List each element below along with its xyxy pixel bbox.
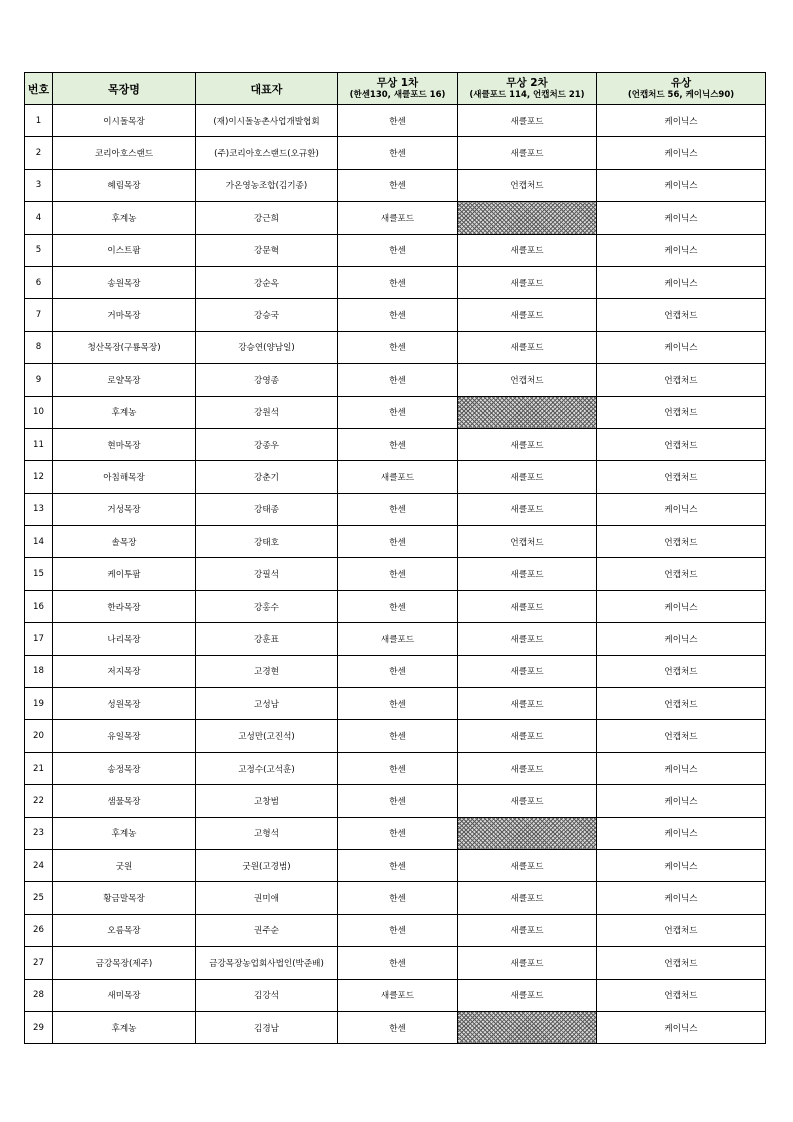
- cell-no: 24: [25, 849, 53, 881]
- cell-free-round-1: 한센: [338, 947, 458, 979]
- cell-paid: 케이닉스: [597, 234, 766, 266]
- cell-paid: 언캡처드: [597, 299, 766, 331]
- cell-no: 13: [25, 493, 53, 525]
- cell-free-round-2: 새클포드: [458, 590, 597, 622]
- cell-no: 4: [25, 202, 53, 234]
- table-row: [25, 428, 766, 460]
- header-representative: 대표자: [196, 73, 338, 105]
- cell-no: 11: [25, 428, 53, 460]
- header-paid-title: 유상: [670, 76, 692, 89]
- cell-free-round-2: 새클포드: [458, 849, 597, 881]
- cell-free-round-2: 새클포드: [458, 655, 597, 687]
- cell-no: 18: [25, 655, 53, 687]
- table-row: [25, 655, 766, 687]
- cell-free-round-1: 한센: [338, 331, 458, 363]
- cell-paid: 케이닉스: [597, 817, 766, 849]
- cell-free-round-1: 한센: [338, 137, 458, 169]
- cell-representative: 강근희: [196, 202, 338, 234]
- cell-no: 8: [25, 331, 53, 363]
- cell-farm-name: 새미목장: [53, 979, 196, 1011]
- table-row: [25, 947, 766, 979]
- cell-paid: 케이닉스: [597, 849, 766, 881]
- cell-free-round-1: 한센: [338, 364, 458, 396]
- cell-representative: 강승국: [196, 299, 338, 331]
- table-row: [25, 202, 766, 234]
- cell-no: 29: [25, 1011, 53, 1043]
- cell-representative: 고경현: [196, 655, 338, 687]
- cell-representative: 강훈표: [196, 623, 338, 655]
- cell-free-round-1: 한센: [338, 688, 458, 720]
- cell-paid: 케이닉스: [597, 105, 766, 137]
- header-free-round-2-title: 무상 2차: [506, 76, 548, 89]
- cell-representative: 가온영농조합(김기종): [196, 169, 338, 201]
- cell-free-round-1: 새클포드: [338, 623, 458, 655]
- cell-representative: 강영종: [196, 364, 338, 396]
- cell-no: 2: [25, 137, 53, 169]
- table-row: [25, 105, 766, 137]
- cell-free-round-2-hatched: [458, 817, 597, 849]
- header-free-round-2: [458, 73, 597, 105]
- table-row: [25, 396, 766, 428]
- cell-paid: 언캡처드: [597, 914, 766, 946]
- table-row: [25, 817, 766, 849]
- cell-representative: 강문혁: [196, 234, 338, 266]
- cell-no: 15: [25, 558, 53, 590]
- cell-farm-name: 케이투팜: [53, 558, 196, 590]
- cell-free-round-1: 한센: [338, 914, 458, 946]
- cell-representative: 고형석: [196, 817, 338, 849]
- cell-representative: 강종우: [196, 428, 338, 460]
- cell-farm-name: 후계농: [53, 396, 196, 428]
- cell-farm-name: 솔목장: [53, 526, 196, 558]
- cell-free-round-1: 한센: [338, 655, 458, 687]
- cell-paid: 언캡처드: [597, 655, 766, 687]
- cell-free-round-2-hatched: [458, 202, 597, 234]
- cell-paid: 케이닉스: [597, 266, 766, 298]
- cell-no: 25: [25, 882, 53, 914]
- table-row: [25, 558, 766, 590]
- header-free-round-1-title: 무상 1차: [376, 76, 419, 89]
- cell-no: 27: [25, 947, 53, 979]
- cell-free-round-1: 한센: [338, 720, 458, 752]
- cell-free-round-2-hatched: [458, 1011, 597, 1043]
- cell-free-round-2: 새클포드: [458, 785, 597, 817]
- cell-paid: 케이닉스: [597, 331, 766, 363]
- cell-representative: 강필석: [196, 558, 338, 590]
- table-row: [25, 137, 766, 169]
- cell-free-round-2: 새클포드: [458, 428, 597, 460]
- cell-free-round-1: 새클포드: [338, 979, 458, 1011]
- cell-no: 12: [25, 461, 53, 493]
- cell-free-round-2: 새클포드: [458, 331, 597, 363]
- table-row: [25, 234, 766, 266]
- cell-farm-name: 이시돌목장: [53, 105, 196, 137]
- cell-paid: 언캡처드: [597, 526, 766, 558]
- header-farm-name: 목장명: [53, 73, 196, 105]
- cell-paid: 케이닉스: [597, 1011, 766, 1043]
- cell-no: 9: [25, 364, 53, 396]
- table-row: [25, 914, 766, 946]
- cell-no: 6: [25, 266, 53, 298]
- cell-representative: (재)이시돌농촌사업개발협회: [196, 105, 338, 137]
- cell-representative: (주)코리아호스랜드(오규환): [196, 137, 338, 169]
- cell-representative: 고성만(고진석): [196, 720, 338, 752]
- cell-no: 10: [25, 396, 53, 428]
- cell-no: 7: [25, 299, 53, 331]
- cell-farm-name: 후계농: [53, 817, 196, 849]
- cell-farm-name: 샘물목장: [53, 785, 196, 817]
- table-row: [25, 1011, 766, 1043]
- cell-farm-name: 성원목장: [53, 688, 196, 720]
- cell-free-round-1: 한센: [338, 590, 458, 622]
- cell-paid: 케이닉스: [597, 590, 766, 622]
- cell-farm-name: 이스트팜: [53, 234, 196, 266]
- cell-no: 19: [25, 688, 53, 720]
- cell-representative: 고창범: [196, 785, 338, 817]
- cell-farm-name: 청산목장(구룡목장): [53, 331, 196, 363]
- table-row: [25, 623, 766, 655]
- cell-free-round-1: 한센: [338, 526, 458, 558]
- cell-representative: 강순옥: [196, 266, 338, 298]
- cell-free-round-2: 언캡처드: [458, 169, 597, 201]
- table-row: [25, 331, 766, 363]
- cell-free-round-2: 새클포드: [458, 299, 597, 331]
- cell-farm-name: 거마목장: [53, 299, 196, 331]
- cell-no: 28: [25, 979, 53, 1011]
- header-paid: [597, 73, 766, 105]
- cell-representative: 권미애: [196, 882, 338, 914]
- cell-farm-name: 송원목장: [53, 266, 196, 298]
- cell-farm-name: 현마목장: [53, 428, 196, 460]
- cell-no: 5: [25, 234, 53, 266]
- header-no: 번호: [25, 73, 53, 105]
- table-row: [25, 979, 766, 1011]
- cell-farm-name: 혜림목장: [53, 169, 196, 201]
- cell-farm-name: 아침해목장: [53, 461, 196, 493]
- cell-representative: 고성남: [196, 688, 338, 720]
- cell-paid: 케이닉스: [597, 137, 766, 169]
- cell-no: 21: [25, 752, 53, 784]
- cell-free-round-2: 새클포드: [458, 105, 597, 137]
- cell-no: 20: [25, 720, 53, 752]
- table-row: [25, 590, 766, 622]
- cell-paid: 케이닉스: [597, 752, 766, 784]
- cell-free-round-2: 새클포드: [458, 558, 597, 590]
- cell-representative: 강원석: [196, 396, 338, 428]
- cell-farm-name: 굿원: [53, 849, 196, 881]
- cell-free-round-1: 한센: [338, 849, 458, 881]
- table-row: [25, 266, 766, 298]
- cell-representative: 고정수(고석훈): [196, 752, 338, 784]
- cell-representative: 강홍수: [196, 590, 338, 622]
- cell-free-round-2: 새클포드: [458, 947, 597, 979]
- table-row: [25, 882, 766, 914]
- cell-free-round-2: 새클포드: [458, 914, 597, 946]
- cell-no: 17: [25, 623, 53, 655]
- cell-no: 23: [25, 817, 53, 849]
- cell-farm-name: 금강목장(제주): [53, 947, 196, 979]
- cell-paid: 언캡처드: [597, 558, 766, 590]
- cell-farm-name: 송정목장: [53, 752, 196, 784]
- header-free-round-1: [338, 73, 458, 105]
- cell-farm-name: 오름목장: [53, 914, 196, 946]
- table-body: [25, 105, 766, 1044]
- cell-representative: 김경남: [196, 1011, 338, 1043]
- cell-no: 26: [25, 914, 53, 946]
- table-row: [25, 752, 766, 784]
- cell-free-round-1: 한센: [338, 234, 458, 266]
- cell-paid: 케이닉스: [597, 169, 766, 201]
- cell-paid: 언캡처드: [597, 396, 766, 428]
- cell-farm-name: 코리아호스랜드: [53, 137, 196, 169]
- cell-free-round-2: 새클포드: [458, 720, 597, 752]
- cell-representative: 금강목장농업회사법인(박준배): [196, 947, 338, 979]
- allocation-table: [24, 72, 766, 1044]
- cell-free-round-2-hatched: [458, 396, 597, 428]
- cell-paid: 언캡처드: [597, 364, 766, 396]
- table-row: [25, 364, 766, 396]
- cell-free-round-2: 새클포드: [458, 493, 597, 525]
- cell-farm-name: 나리목장: [53, 623, 196, 655]
- cell-paid: 케이닉스: [597, 882, 766, 914]
- table-row: [25, 720, 766, 752]
- cell-no: 3: [25, 169, 53, 201]
- cell-free-round-2: 새클포드: [458, 979, 597, 1011]
- cell-free-round-1: 한센: [338, 105, 458, 137]
- cell-paid: 언캡처드: [597, 461, 766, 493]
- header-free-round-2-detail: (새클포드 114, 언캡처드 21): [469, 89, 585, 100]
- table-row: [25, 169, 766, 201]
- cell-representative: 굿원(고경범): [196, 849, 338, 881]
- cell-free-round-1: 한센: [338, 752, 458, 784]
- cell-free-round-1: 한센: [338, 493, 458, 525]
- cell-free-round-2: 새클포드: [458, 623, 597, 655]
- cell-no: 1: [25, 105, 53, 137]
- cell-free-round-2: 새클포드: [458, 882, 597, 914]
- cell-paid: 언캡처드: [597, 688, 766, 720]
- cell-no: 22: [25, 785, 53, 817]
- cell-free-round-1: 한센: [338, 785, 458, 817]
- cell-paid: 언캡처드: [597, 428, 766, 460]
- cell-paid: 케이닉스: [597, 785, 766, 817]
- cell-free-round-2: 새클포드: [458, 137, 597, 169]
- cell-free-round-2: 언캡처드: [458, 526, 597, 558]
- cell-free-round-1: 한센: [338, 428, 458, 460]
- cell-free-round-1: 한센: [338, 817, 458, 849]
- cell-no: 14: [25, 526, 53, 558]
- cell-free-round-1: 한센: [338, 169, 458, 201]
- table-row: [25, 785, 766, 817]
- cell-free-round-1: 한센: [338, 1011, 458, 1043]
- cell-farm-name: 후계농: [53, 202, 196, 234]
- cell-farm-name: 한라목장: [53, 590, 196, 622]
- cell-free-round-2: 새클포드: [458, 688, 597, 720]
- table-row: [25, 493, 766, 525]
- header-free-round-1-detail: (한센130, 새클포드 16): [349, 89, 446, 100]
- cell-paid: 케이닉스: [597, 202, 766, 234]
- cell-representative: 김강석: [196, 979, 338, 1011]
- cell-representative: 권주순: [196, 914, 338, 946]
- cell-free-round-1: 새클포드: [338, 202, 458, 234]
- table-row: [25, 849, 766, 881]
- header-paid-detail: (언캡처드 56, 케이닉스90): [627, 89, 735, 100]
- cell-farm-name: 로얄목장: [53, 364, 196, 396]
- cell-free-round-2: 새클포드: [458, 234, 597, 266]
- cell-paid: 언캡처드: [597, 979, 766, 1011]
- cell-free-round-1: 한센: [338, 266, 458, 298]
- table-row: [25, 299, 766, 331]
- cell-free-round-2: 새클포드: [458, 266, 597, 298]
- table-row: [25, 461, 766, 493]
- cell-free-round-1: 한센: [338, 396, 458, 428]
- cell-free-round-1: 한센: [338, 558, 458, 590]
- cell-farm-name: 황금말목장: [53, 882, 196, 914]
- cell-paid: 케이닉스: [597, 493, 766, 525]
- table-row: [25, 688, 766, 720]
- cell-paid: 언캡처드: [597, 947, 766, 979]
- cell-free-round-1: 한센: [338, 882, 458, 914]
- cell-representative: 강태호: [196, 526, 338, 558]
- cell-representative: 강춘기: [196, 461, 338, 493]
- cell-representative: 강태종: [196, 493, 338, 525]
- cell-paid: 언캡처드: [597, 720, 766, 752]
- header-row: [25, 73, 766, 105]
- cell-farm-name: 거성목장: [53, 493, 196, 525]
- cell-free-round-2: 새클포드: [458, 752, 597, 784]
- cell-farm-name: 후계농: [53, 1011, 196, 1043]
- cell-farm-name: 저지목장: [53, 655, 196, 687]
- cell-free-round-2: 새클포드: [458, 461, 597, 493]
- cell-paid: 케이닉스: [597, 623, 766, 655]
- cell-representative: 강승연(양남일): [196, 331, 338, 363]
- cell-free-round-1: 새클포드: [338, 461, 458, 493]
- cell-farm-name: 유일목장: [53, 720, 196, 752]
- cell-free-round-1: 한센: [338, 299, 458, 331]
- table-row: [25, 526, 766, 558]
- cell-free-round-2: 언캡처드: [458, 364, 597, 396]
- cell-no: 16: [25, 590, 53, 622]
